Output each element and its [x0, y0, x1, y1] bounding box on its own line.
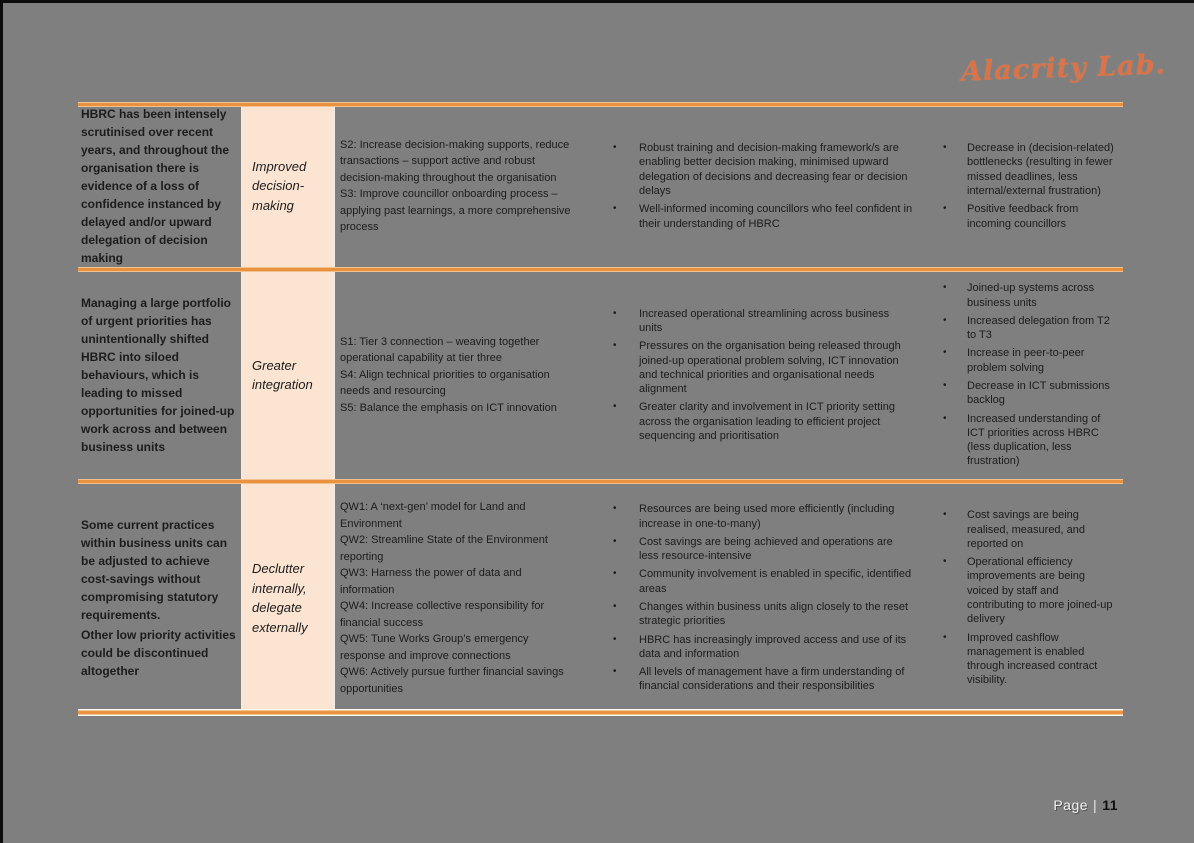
bullet-icon: •	[613, 503, 617, 515]
measure-text: Positive feedback from incoming councillors	[967, 203, 1079, 230]
outcomes-cell	[581, 481, 923, 715]
list-item	[943, 202, 1115, 231]
bullet-icon: •	[943, 631, 947, 643]
list-item	[613, 141, 913, 198]
measures-cell	[923, 269, 1123, 481]
page-number	[1053, 797, 1118, 813]
bullet-icon: •	[613, 666, 617, 678]
page-number-value: 11	[1102, 797, 1118, 813]
measure-text: Operational efficiency improvements are being voiced by staff and contributing to more joined-up delivery	[967, 556, 1113, 626]
list-item	[943, 508, 1115, 551]
measure-text: Decrease in ICT submissions backlog	[967, 380, 1110, 407]
list-item	[613, 535, 913, 564]
table-rule-top	[78, 103, 1123, 106]
table-rule-bottom	[78, 710, 1123, 715]
bullet-icon: •	[613, 340, 617, 352]
bullet-icon: •	[613, 633, 617, 645]
list-item	[613, 665, 913, 694]
bullet-icon: •	[613, 535, 617, 547]
outcome-text: Community involvement is enabled in specific, identified areas	[639, 568, 912, 595]
bullet-icon: •	[613, 401, 617, 413]
bullet-icon: •	[613, 307, 617, 319]
list-item	[613, 400, 913, 443]
strategy-text: QW3: Harness the power of data and information	[340, 567, 522, 596]
problem-text: HBRC has been intensely scrutinised over recent years, and throughout the organisation there is evidence of a loss of confidence instanced by delayed and/or upward delegation of decision making	[81, 107, 230, 265]
strategy-text: S1: Tier 3 connection – weaving together operational capability at tier three	[340, 335, 540, 365]
outcome-text: All levels of management have a firm understanding of financial considerations and their responsibilities	[639, 666, 905, 693]
measure-text: Increased understanding of ICT priorities across HBRC (less duplication, less frustration)	[967, 412, 1101, 468]
outcome-text: Cost savings are being achieved and operations are less resource-intensive	[639, 535, 893, 563]
bullet-icon: •	[943, 412, 947, 424]
list-item	[943, 379, 1115, 408]
list-item	[943, 281, 1115, 310]
list-item	[943, 346, 1115, 375]
measures-cell	[923, 103, 1123, 269]
strategy-text: QW6: Actively pursue further financial savings opportunities	[340, 666, 564, 695]
strategy-text: QW1: A ‘next-gen’ model for Land and Environment	[340, 501, 526, 530]
outcome-text: HBRC has increasingly improved access and use of its data and information	[639, 633, 907, 660]
problem-cell	[78, 269, 241, 481]
bullet-icon: •	[943, 314, 947, 326]
problem-cell	[78, 103, 241, 269]
theme-cell	[241, 269, 335, 481]
strategy-text: S2: Increase decision-making supports, reduce transactions – support active and robust decision-making throughout the organisation	[340, 138, 570, 184]
bullet-icon: •	[613, 203, 617, 215]
measure-text: Increased delegation from T2 to T3	[967, 314, 1110, 342]
bullet-icon: •	[943, 282, 947, 294]
strategy-text: S4: Align technical priorities to organisation needs and resourcing	[340, 368, 550, 398]
measure-text: Improved cashflow management is enabled through increased contract visibility.	[967, 631, 1098, 687]
list-item	[613, 202, 913, 231]
bullet-icon: •	[613, 601, 617, 612]
table-row	[78, 481, 1123, 715]
bullet-icon: •	[943, 347, 947, 359]
list-item	[943, 631, 1115, 688]
list-item	[613, 502, 913, 531]
list-item	[943, 314, 1115, 343]
table-row	[78, 103, 1123, 269]
table-rule-row1	[78, 268, 1123, 271]
measures-cell	[923, 481, 1123, 715]
outcome-text: Changes within business units align closely to the reset strategic priorities	[639, 601, 909, 628]
table-rule-row2	[78, 480, 1123, 483]
page-separator: |	[1093, 797, 1098, 813]
theme-cell	[241, 103, 335, 269]
strategy-table	[78, 103, 1123, 715]
page-label: Page	[1053, 797, 1089, 813]
problem-text: Some current practices within business units can be adjusted to achieve cost-savings without compromising statutory requirements.	[81, 518, 228, 622]
bullet-icon: •	[613, 142, 617, 154]
measure-text: Joined-up systems across business units	[967, 282, 1095, 309]
strategies-cell	[335, 103, 581, 269]
outcome-text: Greater clarity and involvement in ICT priority setting across the organisation leading to efficient project sequencing and prioritisation	[639, 401, 895, 443]
theme-label: Greater integration	[252, 357, 313, 392]
strategy-text: QW5: Tune Works Group’s emergency response and improve connections	[340, 633, 529, 662]
outcome-text: Well-informed incoming councillors who feel confident in their understanding of HBRC	[639, 203, 913, 230]
list-item	[613, 633, 913, 662]
alacrity-lab-logo: Alacrity Lab.	[960, 49, 1167, 88]
list-item	[943, 141, 1115, 198]
measure-text: Cost savings are being realised, measured, and reported on	[967, 509, 1086, 550]
theme-cell	[241, 481, 335, 715]
bullet-icon: •	[943, 203, 947, 215]
outcome-text: Pressures on the organisation being released through joined-up operational problem solving, ICT innovation and technical priorities and organisational needs alignment	[639, 340, 901, 396]
bullet-icon: •	[943, 380, 947, 391]
strategy-text: S3: Improve councillor onboarding process – applying past learnings, a more comprehensive process	[340, 188, 571, 233]
measure-text: Decrease in (decision-related) bottlenecks (resulting in fewer missed deadlines, less internal/external frustration)	[967, 142, 1114, 197]
problem-text: Other low priority activities could be discontinued altogether	[81, 628, 236, 678]
list-item	[943, 555, 1115, 626]
outcomes-cell	[581, 103, 923, 269]
outcomes-cell	[581, 269, 923, 481]
list-item	[613, 339, 913, 396]
list-item	[613, 307, 913, 336]
strategy-text: QW2: Streamline State of the Environment reporting	[340, 534, 548, 563]
strategies-cell	[335, 269, 581, 481]
outcome-text: Resources are being used more efficiently (including increase in one-to-many)	[639, 503, 895, 530]
measure-text: Increase in peer-to-peer problem solving	[967, 347, 1085, 374]
list-item	[613, 600, 913, 629]
bullet-icon: •	[613, 568, 617, 580]
list-item	[943, 412, 1115, 469]
strategy-text: QW4: Increase collective responsibility for financial success	[340, 600, 545, 629]
table-row	[78, 269, 1123, 481]
outcome-text: Robust training and decision-making framework/s are enabling better decision making, minimised upward delegation of decisions and decreasing fear or decision delays	[639, 142, 908, 197]
theme-label: Declutter internally, delegate externally	[252, 561, 308, 635]
strategies-cell	[335, 481, 581, 715]
theme-label: Improved decision-making	[252, 158, 307, 213]
list-item	[613, 567, 913, 596]
problem-cell	[78, 481, 241, 715]
bullet-icon: •	[943, 556, 947, 568]
strategy-text: S5: Balance the emphasis on ICT innovation	[340, 401, 557, 414]
problem-text: Managing a large portfolio of urgent priorities has unintentionally shifted HBRC into siloed behaviours, which is leading to missed opportunities for joined-up work across and between business units	[81, 296, 235, 454]
outcome-text: Increased operational streamlining across business units	[639, 307, 890, 334]
bullet-icon: •	[943, 509, 947, 521]
bullet-icon: •	[943, 142, 947, 154]
